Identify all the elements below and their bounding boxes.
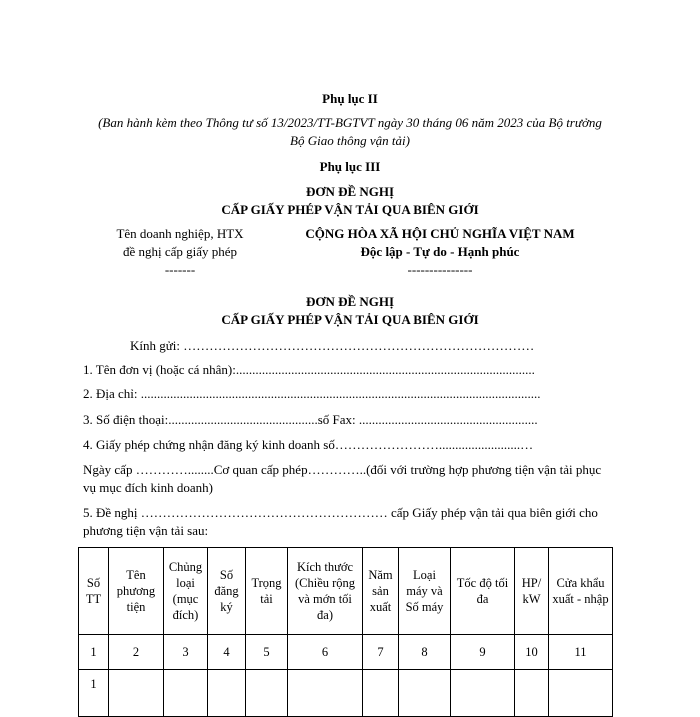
body-title-line1: ĐƠN ĐỀ NGHỊ [305, 294, 395, 309]
column-number-cell: 3 [164, 635, 208, 670]
column-number-cell: 11 [549, 635, 613, 670]
phone-fax-field: 3. Số điện thoại:..............................................số Fax: ....................................................... [83, 412, 538, 427]
request-field: 5. Đề nghị ………………………………………………… cấp Giấy phép vận tải qua biên giới cho [83, 505, 598, 520]
table-header-cell: Trọng tải [246, 548, 288, 635]
left-header-line1: Tên doanh nghiệp, HTX [116, 226, 244, 241]
table-header-cell: Loại máy và Số máy [399, 548, 451, 635]
table-cell [549, 670, 613, 717]
national-motto-line1: CỘNG HÒA XÃ HỘI CHỦ NGHĨA VIỆT NAM [305, 226, 575, 241]
table-row [79, 670, 613, 717]
column-number-cell: 4 [208, 635, 246, 670]
address-field: 2. Địa chỉ: ........................................................................................................................... [83, 386, 541, 401]
entity-name-field: 1. Tên đơn vị (hoặc cá nhân):............................................................................................ [83, 362, 535, 377]
column-number-cell: 9 [451, 635, 515, 670]
table-cell [288, 670, 363, 717]
column-number-cell: 5 [246, 635, 288, 670]
column-number-cell: 7 [363, 635, 399, 670]
body-title-line2: CẤP GIẤY PHÉP VẬN TẢI QUA BIÊN GIỚI [221, 312, 479, 327]
issue-date-field: Ngày cấp …………........Cơ quan cấp phép…………..(đối với trường hợp phương tiện vận tải phục [83, 462, 602, 477]
column-number-cell: 10 [515, 635, 549, 670]
column-number-cell: 1 [79, 635, 109, 670]
column-number-cell: 6 [288, 635, 363, 670]
form-title-line2: CẤP GIẤY PHÉP VẬN TẢI QUA BIÊN GIỚI [221, 202, 479, 217]
national-motto-rule: --------------- [407, 262, 473, 277]
table-header-cell: Tên phương tiện [109, 548, 164, 635]
table-number-row [79, 635, 613, 670]
table-header-cell: Số TT [79, 548, 109, 635]
table-cell [515, 670, 549, 717]
appendix-sub: Phụ lục III [319, 159, 381, 174]
table-cell [363, 670, 399, 717]
table-header-row [79, 548, 613, 635]
table-header-cell: HP/ kW [515, 548, 549, 635]
national-motto-line2: Độc lập - Tự do - Hạnh phúc [360, 244, 520, 259]
table-header-cell: Tốc độ tối đa [451, 548, 515, 635]
appendix-title: Phụ lục II [322, 91, 378, 106]
issued-note-line1: (Ban hành kèm theo Thông tư số 13/2023/TT-BGTVT ngày 30 tháng 06 năm 2023 của Bộ trưởng [98, 115, 602, 130]
table-cell [164, 670, 208, 717]
business-license-field: 4. Giấy phép chứng nhận đăng ký kinh doanh số…………………….........................… [83, 437, 534, 452]
table-header-cell: Cửa khẩu xuất - nhập [549, 548, 613, 635]
recipient-field: Kính gửi: ……………………………………………………………………… [130, 338, 535, 353]
table-header-cell: Năm sản xuất [363, 548, 399, 635]
table-header-cell: Kích thước (Chiều rộng và mớn tối đa) [288, 548, 363, 635]
table-cell [246, 670, 288, 717]
table-cell [208, 670, 246, 717]
issued-note-line2: Bộ Giao thông vận tải) [290, 133, 410, 148]
table-cell: 1 [79, 670, 109, 717]
table-cell [399, 670, 451, 717]
column-number-cell: 8 [399, 635, 451, 670]
request-field-cont: phương tiện vận tải sau: [83, 523, 209, 538]
table-header-cell: Chủng loại (mục đích) [164, 548, 208, 635]
left-header-line2: đề nghị cấp giấy phép [122, 244, 238, 259]
table-cell [109, 670, 164, 717]
column-number-cell: 2 [109, 635, 164, 670]
vehicle-table [78, 547, 613, 717]
issue-date-field-cont: vụ mục đích kinh doanh) [83, 480, 213, 495]
table-cell [451, 670, 515, 717]
left-header-rule: ------- [164, 262, 196, 277]
form-title-line1: ĐƠN ĐỀ NGHỊ [305, 184, 395, 199]
table-header-cell: Số đăng ký [208, 548, 246, 635]
